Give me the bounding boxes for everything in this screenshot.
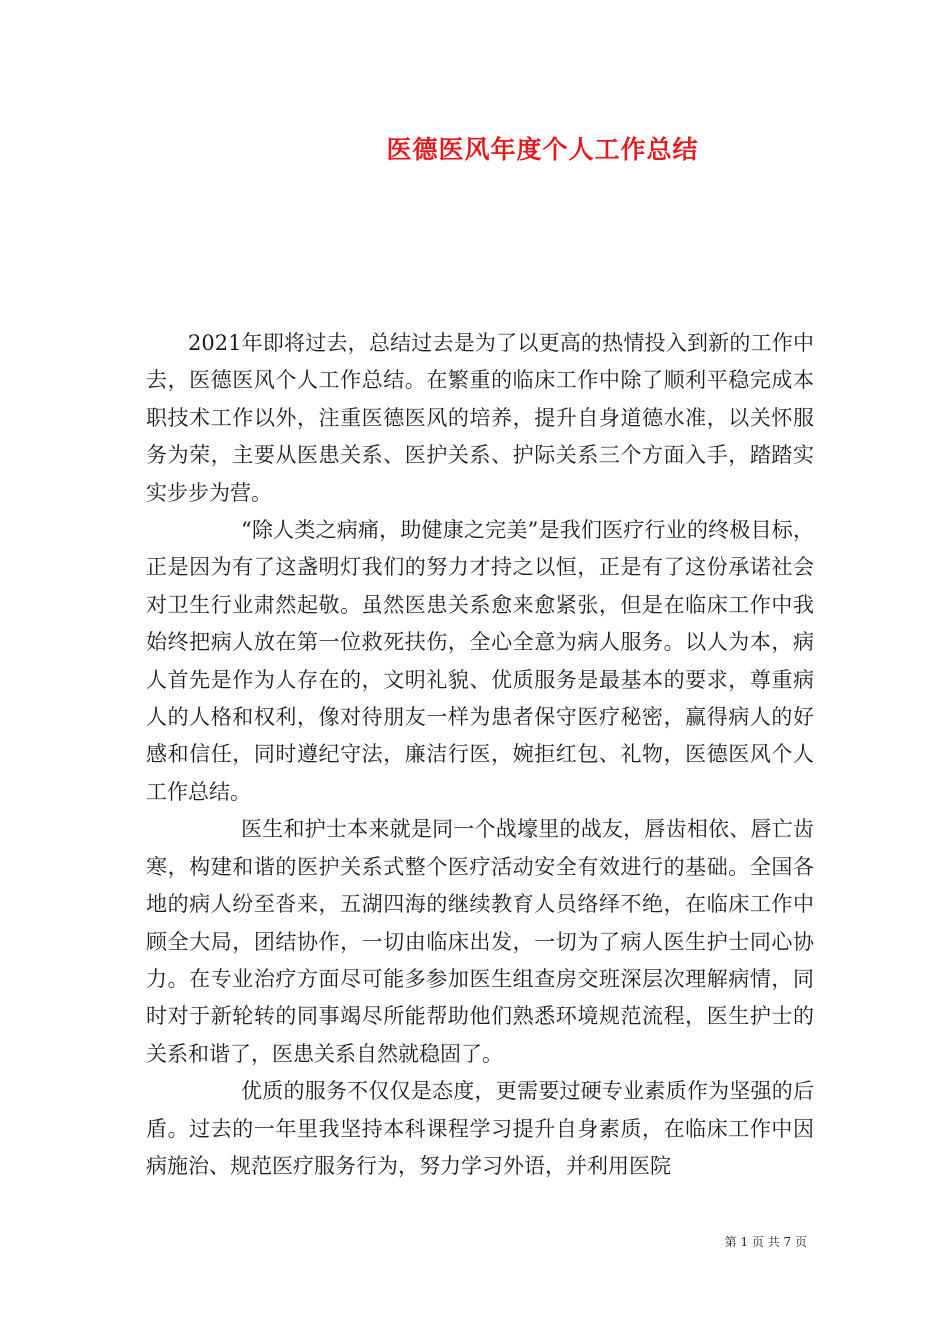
paragraph-1: 2021年即将过去，总结过去是为了以更高的热情投入到新的工作中去，医德医风个人工作总结。在繁重的临床工作中除了顺利平稳完成本职技术工作以外，注重医德医风的培养，提升自身道德水准，以关怀服务为荣，主要从医患关系、医护关系、护际关系三个方面入手，踏踏实实步步为营。 (146, 331, 814, 505)
paragraph-2: “除人类之病痛，助健康之完美”是我们医疗行业的终极目标，正是因为有了这盏明灯我们的努力才持之以恒，正是有了这份承诺社会对卫生行业肃然起敬。虽然医患关系愈来愈紧张，但是在临床工作中我始终把病人放在第一位救死扶伤，全心全意为病人服务。以人为本，病人首先是作为人存在的，文明礼貌、优质服务是最基本的要求，尊重病人的人格和权利，像对待朋友一样为患者保守医疗秘密，赢得病人的好感和信任，同时遵纪守法，廉洁行医，婉拒红包、礼物，医德医风个人工作总结。 (146, 518, 814, 804)
document-title: 医德医风年度个人工作总结 (386, 135, 699, 164)
document-body (146, 325, 814, 1185)
page-number-footer: 第 1 页 共 7 页 (724, 1235, 807, 1249)
paragraph-3: 医生和护士本来就是同一个战壕里的战友，唇齿相依、唇亡齿寒，构建和谐的医护关系式整个医疗活动安全有效进行的基础。全国各地的病人纷至沓来，五湖四海的继续教育人员络绎不绝，在临床工作中顾全大局，团结协作，一切由临床出发，一切为了病人医生护士同心协力。在专业治疗方面尽可能多参加医生组查房交班深层次理解病情，同时对于新轮转的同事竭尽所能帮助他们熟悉环境规范流程，医生护士的关系和谐了，医患关系自然就稳固了。 (146, 817, 814, 1066)
paragraph-4: 优质的服务不仅仅是态度，更需要过硬专业素质作为坚强的后盾。过去的一年里我坚持本科课程学习提升自身素质，在临床工作中因病施治、规范医疗服务行为，努力学习外语，并利用医院 (146, 1079, 814, 1178)
